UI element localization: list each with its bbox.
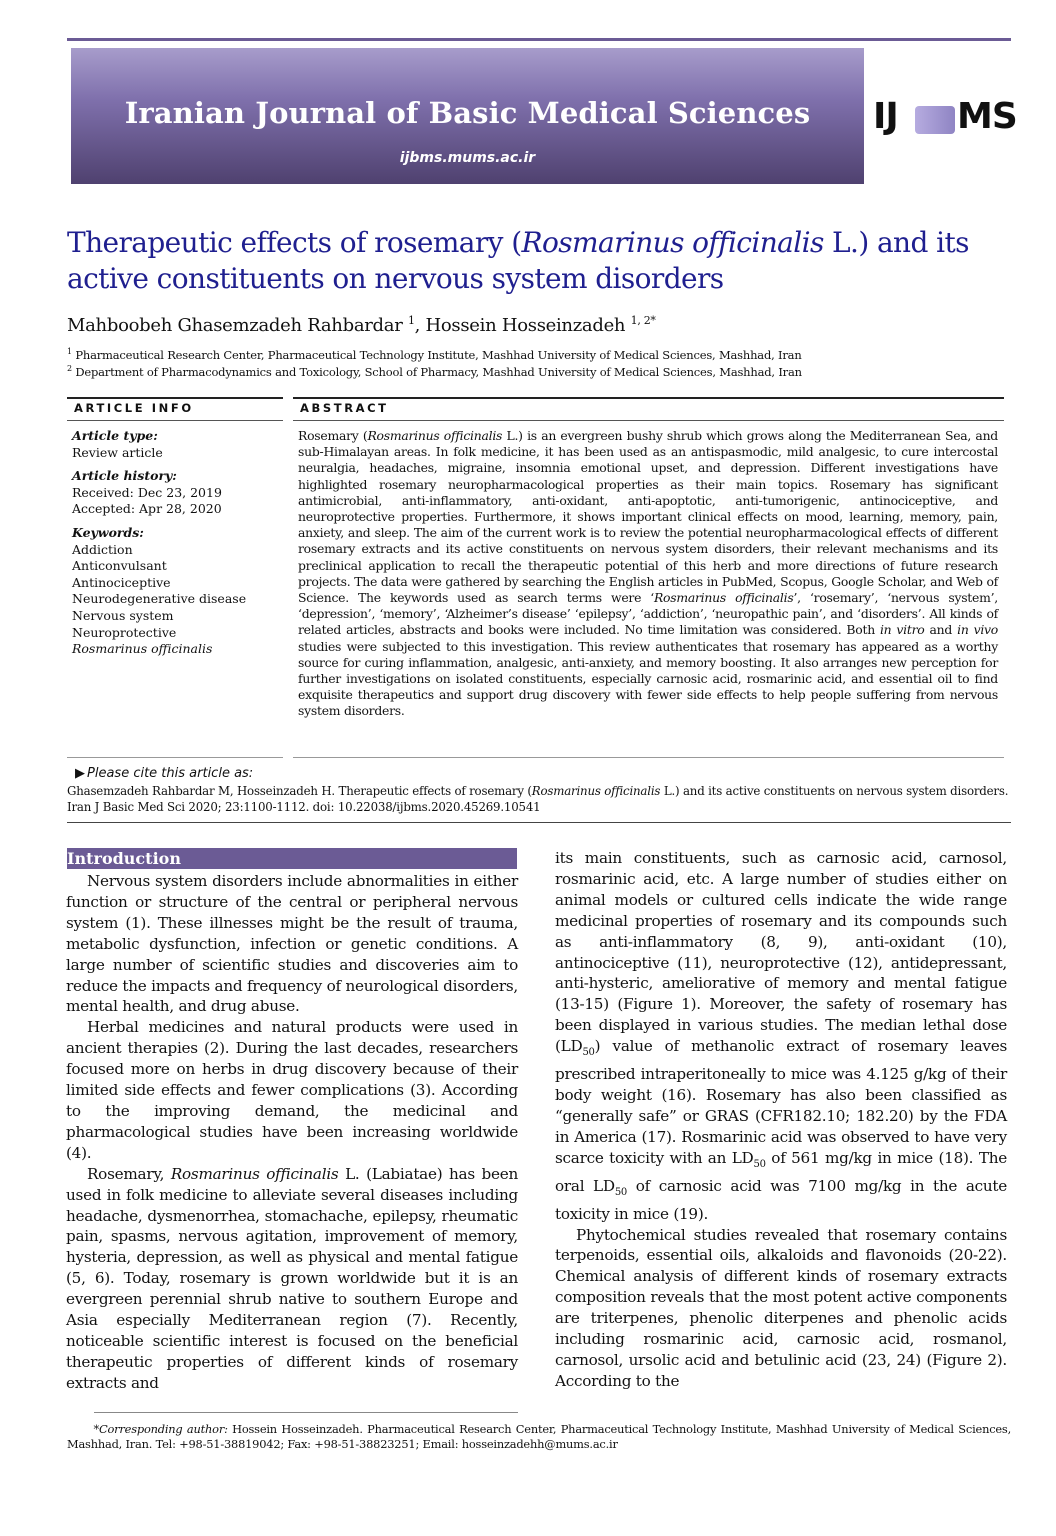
citation-rule [67,822,1011,823]
author-1: Mahboobeh Ghasemzadeh Rahbardar [67,315,403,336]
received-date: Received: Dec 23, 2019 [72,484,222,500]
article-type-label: Article type: [72,428,158,443]
keyword: Nervous system [72,607,174,623]
article-type-value: Review article [72,444,163,460]
keyword: Antinociceptive [72,574,171,590]
right-column [555,848,1007,1392]
affiliation-1: $^1$ Pharmaceutical Research Center, Pharmaceutical Technology Institute, Mashhad University of Medical Sciences, Mashhad, Iran [67,347,802,362]
article-title: Therapeutic effects of rosemary (Rosmarinus officinalis L.) and its active constituents on nervous system disorders [67,226,969,295]
keyword: Anticonvulsant [72,558,167,574]
left-column [66,871,518,1394]
abstract-bottom-rule [293,757,1004,758]
info-header-rule [67,420,283,421]
section-heading-introduction: Introduction [67,848,517,869]
logo-left-text: IJ [873,96,898,137]
abstract-header: ABSTRACT [300,401,389,415]
logo-bar-shape [915,106,955,134]
info-bottom-rule [67,757,283,758]
article-history-label: Article history: [72,468,177,484]
citation-header: ▶ Please cite this article as: [75,766,254,781]
intro-paragraph: Nervous system disorders include abnormalities in either function or structure of the central or peripheral nervous system (1). These illnesses might be the result of trauma, metabolic dysfunction, infection or genetic conditions. A large number of scientific studies and discoveries aim to reduce the impacts and frequency of neurological disorders, mental health, and drug abuse. [66,872,518,1016]
keyword: Neurodegenerative disease [72,591,247,607]
journal-name: Iranian Journal of Basic Medical Sciences [124,96,811,130]
keyword: Addiction [72,541,133,557]
journal-logo [873,98,1021,140]
abstract-top-rule [293,397,1004,399]
accepted-date: Accepted: Apr 28, 2020 [72,501,222,517]
corresponding-author-footnote: *Corresponding author: Hossein Hosseinzadeh. Pharmaceutical Research Center, Pharmaceutical Technology Institute, Mashhad University of Medical Sciences, Mashhad, Iran. Tel: +98-51-38819042; Fax: +98-51-38823251; Email: hosseinzadehh@mums.ac.ir [67,1422,1011,1451]
footnote-rule [94,1412,518,1413]
intro-paragraph: Rosemary, Rosmarinus officinalis L. (Labiatae) has been used in folk medicine to alleviate several diseases including headache, dysmenorrhea, stomachache, epilepsy, rheumatic pain, spasms, nervous agitation, improvement of memory, hysteria, depression, as well as physical and mental fatigue (5, 6). Today, rosemary is grown worldwide but it is an evergreen perennial shrub native to southern Europe and Asia especially Mediterranean region (7). Recently, noticeable scientific interest is focused on the beneficial therapeutic properties of different kinds of rosemary extracts and [66,1164,518,1392]
author-list: Mahboobeh Ghasemzadeh Rahbardar $^1$, Hossein Hosseinzadeh $^{1, 2*}$ [67,314,656,336]
journal-url[interactable]: ijbms.mums.ac.ir [399,150,536,166]
article-info-header: ARTICLE INFO [74,401,194,415]
top-rule [67,38,1011,41]
citation-text: Ghasemzadeh Rahbardar M, Hosseinzadeh H. Therapeutic effects of rosemary (Rosmarinus officinalis L.) and its active constituents on nervous system disorders. Iran J Basic Med Sci 2020; 23:1100-1112. doi: 10.22038/ijbms.2020.45269.10541 [67,784,1009,814]
affiliation-2: $^2$ Department of Pharmacodynamics and Toxicology, School of Pharmacy, Mashhad University of Medical Sciences, Mashhad, Iran [67,364,802,379]
intro-paragraph: Herbal medicines and natural products were used in ancient therapies (2). During the last decades, researchers focused more on herbs in drug discovery because of their limited side effects and fewer complications (3). According to the improving demand, the medicinal and pharmacological studies have been increasing worldwide (4). [66,1018,518,1162]
author-2: Hossein Hosseinzadeh [425,315,626,336]
keyword: Neuroprotective [72,624,177,640]
keywords-label: Keywords: [72,524,144,540]
abstract-header-rule [293,420,1004,421]
keyword: Rosmarinus officinalis [72,641,213,657]
intro-paragraph: its main constituents, such as carnosic acid, carnosol, rosmarinic acid, etc. A large number of studies either on animal models or cultured cells indicate the wide range medicinal properties of rosemary and its compounds such as anti-inflammatory (8, 9), anti-oxidant (10), antinociceptive (11), neuroprotective (12), antidepressant, anti-hysteric, ameliorative of memory and mental fatigue (13-15) (Figure 1). Moreover, the safety of rosemary has been displayed in various studies. The median lethal dose $(LD_{50})$ value of methanolic extract of rosemary leaves prescribed intraperitoneally to mice was 4.125 g/kg of their body weight (16). Rosemary has also been classified as “generally safe” or GRAS (CFR182.10; 182.20) by the FDA in America (17). Rosmarinic acid was observed to have very scarce toxicity with an $LD_{50}$ of 561 mg/kg in mice (18). The oral $LD_{50}$ of carnosic acid was 7100 mg/kg in the acute toxicity in mice (19). [555,849,1007,1223]
info-top-rule [67,397,283,399]
abstract-text: Rosemary (Rosmarinus officinalis L.) is an evergreen bushy shrub which grows along the Mediterranean Sea, and sub-Himalayan areas. In folk medicine, it has been used as an antispasmodic, mild analgesic, to cure intercostal neuralgia, headaches, migraine, insomnia emotional upset, and depression. Different investigations have highlighted rosemary neuropharmacological properties as their main topics. Rosemary has significant antimicrobial, anti-inflammatory, anti-oxidant, anti-apoptotic, anti-tumorigenic, antinociceptive, and neuroprotective properties. Furthermore, it shows important clinical effects on mood, learning, memory, pain, anxiety, and sleep. The aim of the current work is to review the potential neuropharmacological effects of different rosemary extracts and its active constituents on nervous system disorders, their relevant mechanisms and its preclinical application to recall the therapeutic potential of this herb and more directions of future research projects. The data were gathered by searching the English articles in PubMed, Scopus, Google Scholar, and Web of Science. The keywords used as search terms were ‘Rosmarinus officinalis’, ‘rosemary’, ‘nervous system’, ‘depression’, ‘memory’, ‘Alzheimer’s disease’ ‘epilepsy’, ‘addiction’, ‘neuropathic pain’, and ‘disorders’. All kinds of related articles, abstracts and books were included. No time limitation was considered. Both in vitro and in vivo studies were subjected to this investigation. This review authenticates that rosemary has appeared as a worthy source for curing inflammation, analgesic, anti-anxiety, and memory boosting. It also arranges new perception for further investigations on isolated constituents, especially carnosic acid, rosmarinic acid, and essential oil to find exquisite therapeutics and support drug discovery with fewer side effects to help people suffering from nervous system disorders. [298,428,998,719]
triangle-icon: ▶ [75,766,85,781]
journal-banner [71,48,864,184]
logo-right-text: MS [957,96,1017,137]
intro-paragraph: Phytochemical studies revealed that rosemary contains terpenoids, essential oils, alkaloids and flavonoids (20-22). Chemical analysis of different kinds of rosemary extracts composition reveals that the most potent active components are triterpenes, phenolic diterpenes and phenolic acids including rosmarinic acid, carnosic acid, rosmanol, carnosol, ursolic acid and betulinic acid (23, 24) (Figure 2). According to the [555,1225,1007,1390]
article-info [72,428,282,665]
